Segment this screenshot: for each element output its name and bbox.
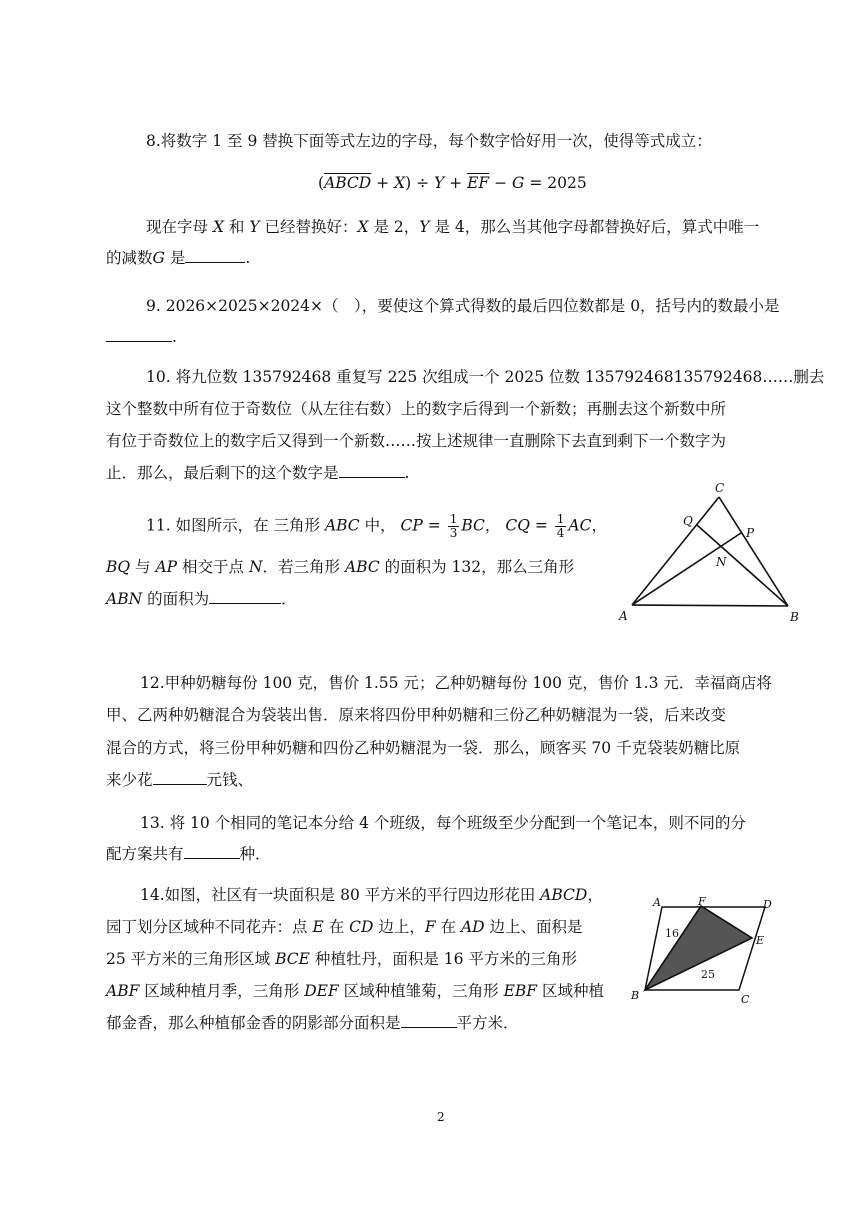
q10-line3: 有位于奇数位上的数字后又得到一个新数……按上述规律一直删除下去直到剩下一个数字为 xyxy=(106,432,727,450)
q14-line3: 25 平方米的三角形区域 BCE 种植牡丹，面积是 16 平方米的三角形 xyxy=(106,950,577,968)
segment-ap xyxy=(632,533,741,605)
q14-line4: ABF 区域种植月季，三角形 DEF 区域种植雏菊，三角形 EBF 区域种植 xyxy=(106,982,604,1000)
label-b: B xyxy=(790,610,799,624)
side-ab xyxy=(632,605,788,606)
q8-line1: 8.将数字 1 至 9 替换下面等式左边的字母，每个数字恰好用一次，使得等式成立： xyxy=(146,132,712,150)
q8-line2: 现在字母 X 和 Y 已经替换好：X 是 2，Y 是 4，那么当其他字母都替换好后，算式中唯一 xyxy=(146,218,760,236)
label-c: C xyxy=(741,993,750,1006)
q14-line1: 14.如图，社区有一块面积是 80 平方米的平行四边形花田 ABCD， xyxy=(140,886,603,904)
q13-answer-blank[interactable] xyxy=(184,844,240,859)
q11-line1: 11. 如图所示，在 三角形 ABC 中， CP = $\frac{1}{3}$ BC， CQ = $\frac{1}{4}$ AC， xyxy=(146,512,607,540)
q11-triangle-figure xyxy=(610,480,810,630)
q12-line1: 12.甲种奶糖每份 100 克，售价 1.55 元；乙种奶糖每份 100 克，售价 1.3 元．幸福商店将 xyxy=(140,674,772,692)
page-number: 2 xyxy=(437,1110,445,1124)
label-a: A xyxy=(653,896,661,909)
area-label-25: 25 xyxy=(701,968,715,981)
q11-answer-blank[interactable] xyxy=(209,589,281,604)
label-q: Q xyxy=(683,514,693,528)
q8-equation: (ABCD + $X) \div Y + \overline{EF} - G = 2025$ xyxy=(318,174,587,192)
q11-line3: ABN 的面积为 ． xyxy=(106,590,297,608)
q10-line2: 这个整数中所有位于奇数位（从左往右数）上的数字后得到一个新数；再删去这个新数中所 xyxy=(106,400,727,418)
q11-line2: BQ 与 AP 相交于点 N．若三角形 ABC 的面积为 132，那么三角形 xyxy=(106,558,575,576)
q9-answer-blank[interactable] xyxy=(106,327,172,342)
q10-answer-blank[interactable] xyxy=(339,463,405,478)
label-n: N xyxy=(716,555,727,569)
q13-line1: 13. 将 10 个相同的笔记本分给 4 个班级，每个班级至少分配到一个笔记本，则不同的分 xyxy=(140,814,746,832)
q14-parallelogram-figure xyxy=(625,895,795,1015)
label-b: B xyxy=(631,989,640,1002)
label-a: A xyxy=(619,609,628,623)
label-c: C xyxy=(715,481,725,495)
q8-answer-blank[interactable] xyxy=(185,248,245,263)
q9-line2: . xyxy=(106,326,177,348)
q10-line1: 10. 将九位数 135792468 重复写 225 次组成一个 2025 位数 135792468135792468……删去 xyxy=(146,368,825,386)
q12-answer-blank[interactable] xyxy=(153,770,207,785)
q12-line2: 甲、乙两种奶糖混合为袋装出售．原来将四份甲种奶糖和三份乙种奶糖混为一袋，后来改变 xyxy=(106,706,727,724)
q9-line1: 9. 2026×2025×2024×（ ），要使这个算式得数的最后四位数都是 0，括号内的数最小是 xyxy=(146,297,780,315)
q12-line4: 来少花 元钱、 xyxy=(106,771,254,789)
segment-bq xyxy=(697,525,788,606)
q14-answer-blank[interactable] xyxy=(401,1013,457,1028)
q14-line5: 郁金香，那么种植郁金香的阴影部分面积是 平方米． xyxy=(106,1014,519,1032)
label-p: P xyxy=(746,526,755,540)
q13-line2: 配方案共有 种． xyxy=(106,845,271,863)
q12-line3: 混合的方式，将三份甲种奶糖和四份乙种奶糖混为一袋．那么，顾客买 70 千克袋装奶糖比原 xyxy=(106,739,741,757)
area-label-16: 16 xyxy=(665,927,679,940)
q8-line3: 的减数G 是 . xyxy=(106,249,251,267)
side-ac xyxy=(632,497,719,605)
q10-line4: 止．那么，最后剩下的这个数字是 . xyxy=(106,464,410,482)
label-e: E xyxy=(756,934,765,947)
label-d: D xyxy=(763,898,772,911)
q14-line2: 园丁划分区域种不同花卉：点 E 在 CD 边上，F 在 AD 边上、面积是 xyxy=(106,918,583,936)
label-f: F xyxy=(698,895,706,908)
side-bc xyxy=(719,497,788,606)
shaded-triangle-ebf xyxy=(645,906,752,990)
